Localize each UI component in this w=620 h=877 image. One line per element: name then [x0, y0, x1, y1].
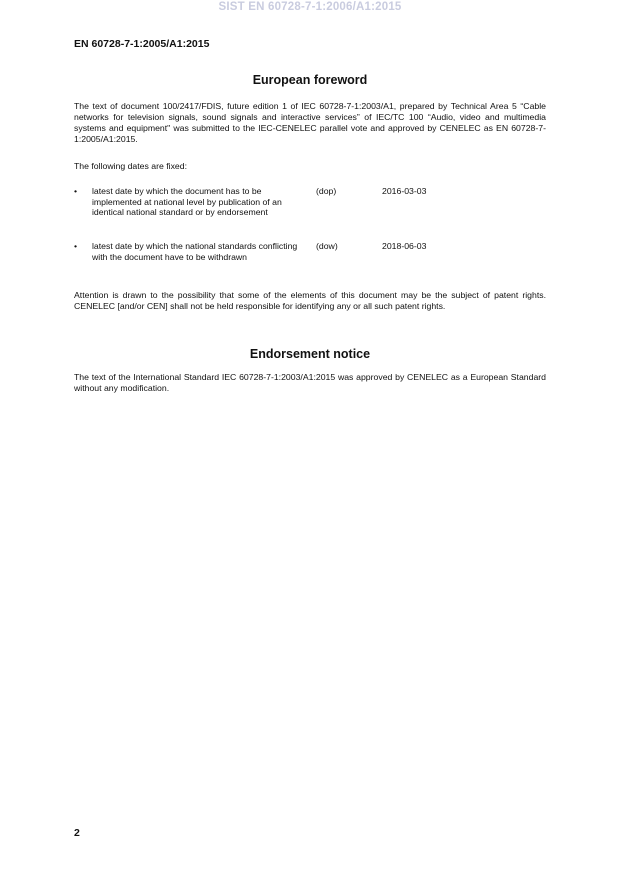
document-id: EN 60728-7-1:2005/A1:2015 — [74, 38, 210, 50]
date-description: latest date by which the document has to be implemented at national level by publication of an identical national standard or by endorsement — [92, 186, 282, 217]
endorsement-heading: Endorsement notice — [249, 347, 371, 361]
bullet-icon: • — [74, 186, 78, 196]
date-description: latest date by which the national standards conflicting with the document have to be withdrawn — [92, 241, 298, 262]
patent-attention-paragraph: Attention is drawn to the possibility that some of the elements of this document may be the subject of patent rights. CENELEC [and/or CEN] shall not be held responsible for identifying any or all such patent rights. — [74, 290, 546, 311]
bullet-icon: • — [74, 241, 78, 251]
dates-intro-text: The following dates are fixed: — [74, 161, 188, 171]
page-number: 2 — [74, 827, 80, 839]
foreword-heading: European foreword — [252, 73, 368, 87]
date-value: 2018-06-03 — [382, 241, 427, 251]
foreword-intro-paragraph: The text of document 100/2417/FDIS, future edition 1 of IEC 60728-7-1:2003/A1, prepared by Technical Area 5 “Cable networks for television signals, sound signals and interactive services” of IEC/TC 100 “Audio, video and multimedia systems and equipment" was submitted to the IEC-CENELEC parallel vote and approved by CENELEC as EN 60728-7-1:2005/A1:2015. — [74, 101, 546, 144]
date-code: (dow) — [316, 241, 338, 251]
date-value: 2016-03-03 — [382, 186, 427, 196]
endorsement-paragraph: The text of the International Standard IEC 60728-7-1:2003/A1:2015 was approved by CENELEC as a European Standard without any modification. — [74, 372, 546, 393]
watermark: SIST EN 60728-7-1:2006/A1:2015 — [218, 1, 402, 13]
date-code: (dop) — [316, 186, 337, 196]
